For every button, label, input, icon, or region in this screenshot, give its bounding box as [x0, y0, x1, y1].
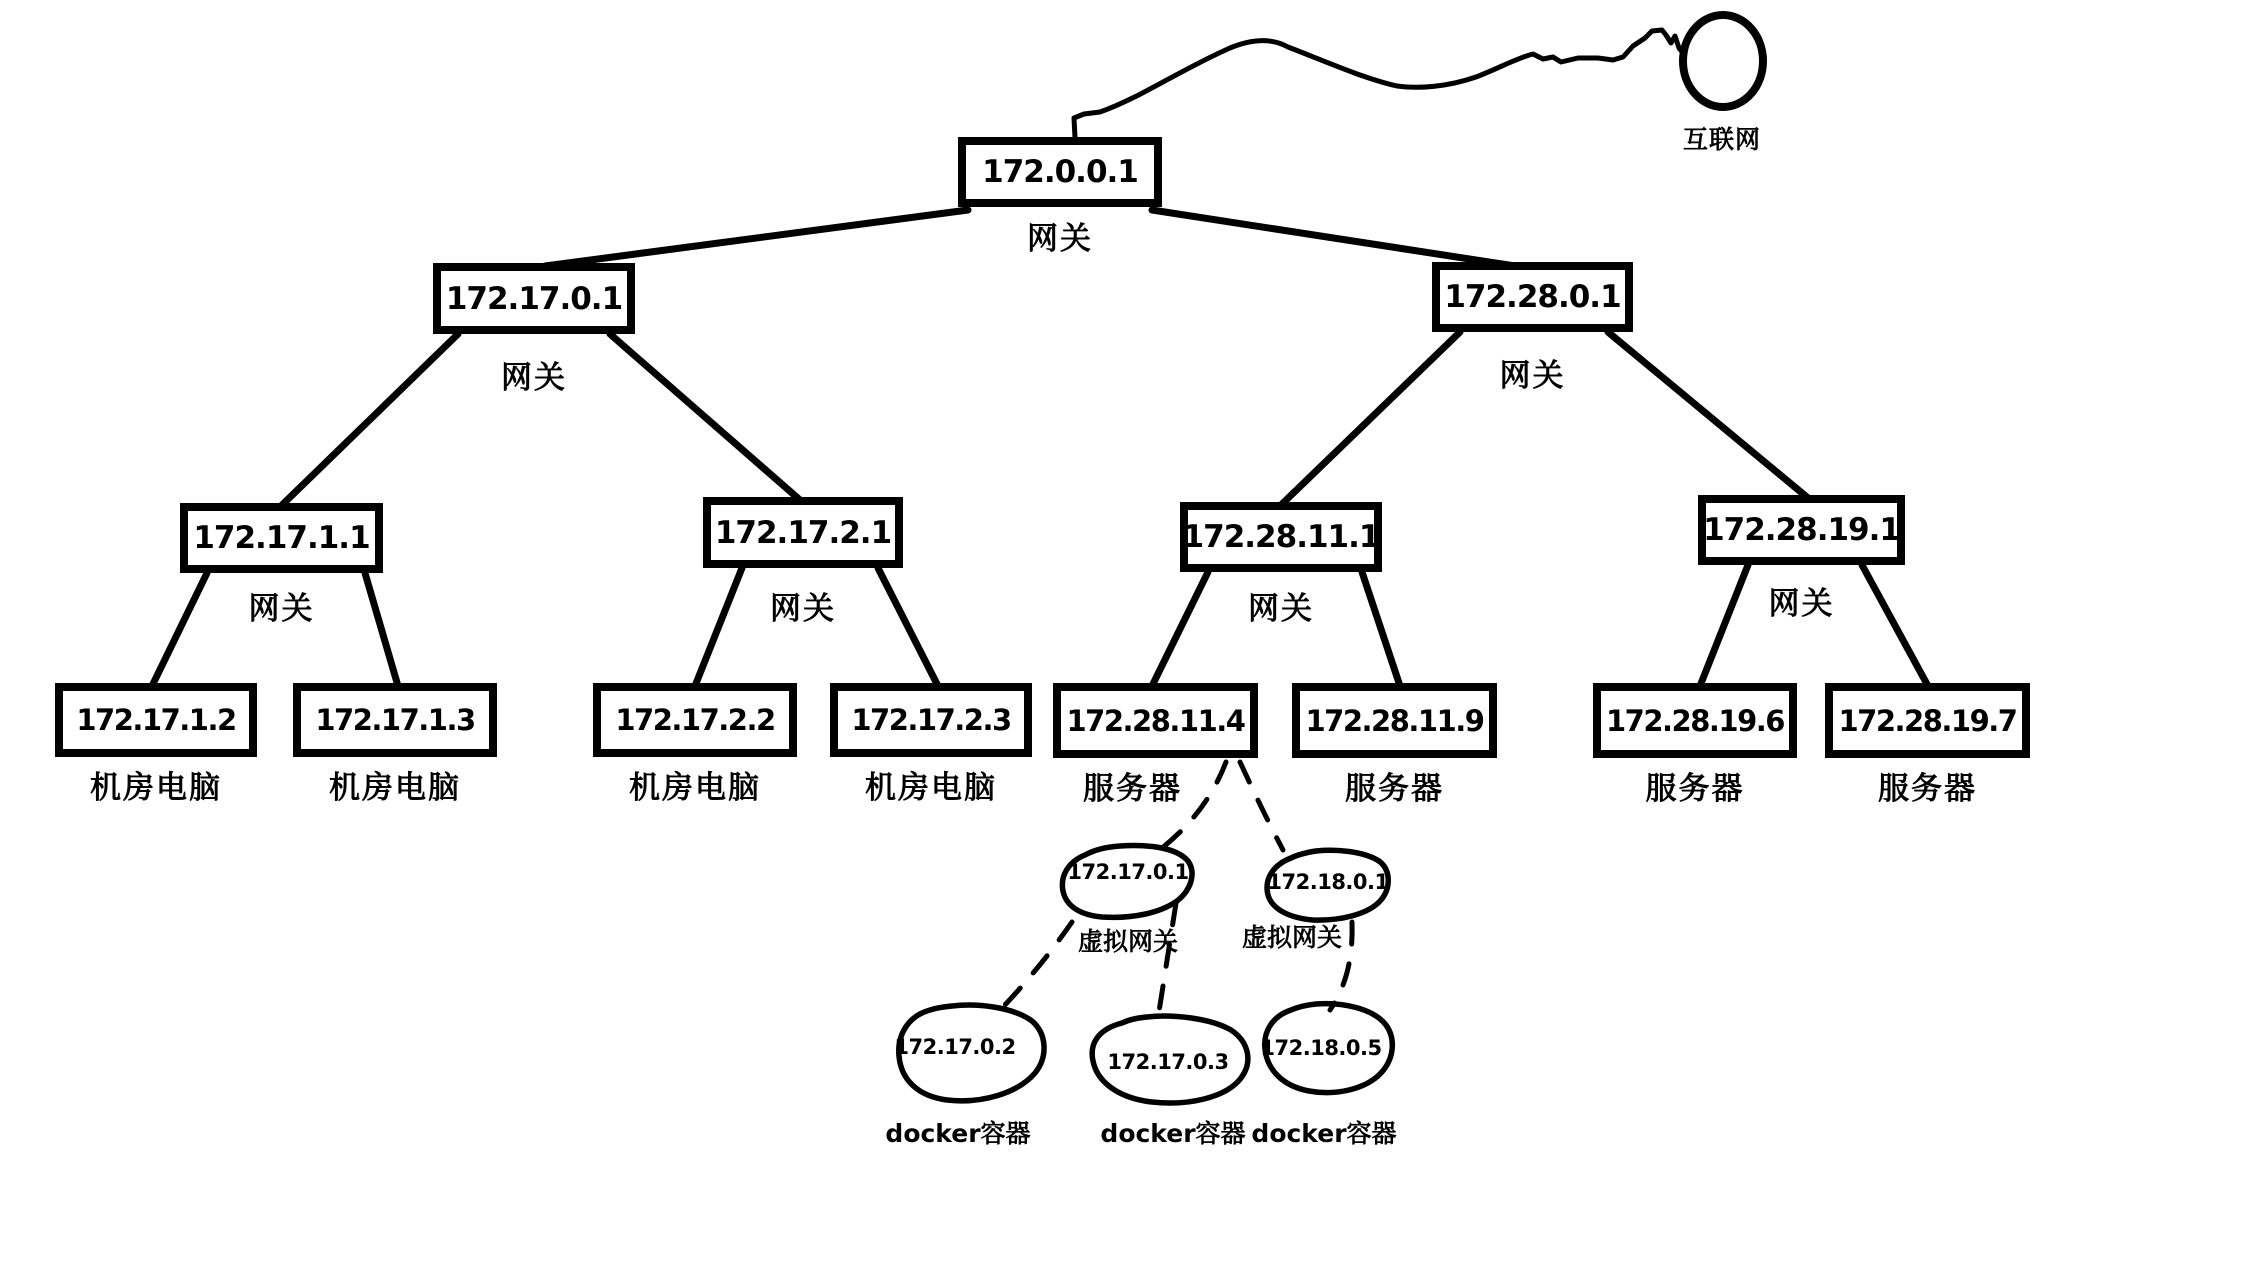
edge-root-to-172-28-0-1 — [1152, 210, 1515, 266]
edge-root-to-172-17-0-1 — [545, 210, 968, 266]
dashed-edge-172-28-11-4-to-vg-172-18-0-1 — [1240, 762, 1283, 850]
server-box-172-28-19-7 — [1825, 683, 2030, 758]
node-role-label: 服务器 — [1083, 771, 1182, 807]
docker-container-label: docker容器 — [1100, 1119, 1246, 1148]
ip-text: 172.17.2.1 — [714, 514, 892, 551]
virtual-gateway-ip: 172.18.0.1 — [1267, 870, 1389, 894]
edge-172-17-0-1-to-172-17-2-1 — [610, 334, 800, 500]
ip-text: 172.17.1.2 — [76, 703, 236, 737]
virtual-gateway-label: 虚拟网关 — [1077, 927, 1178, 956]
server-box-172-28-19-6 — [1593, 683, 1797, 758]
ip-text: 172.28.11.4 — [1066, 703, 1245, 738]
node-role-label: 网关 — [1499, 358, 1566, 394]
internet-label: 互联网 — [1682, 125, 1761, 154]
ip-text: 172.17.0.1 — [445, 280, 623, 317]
node-role-label: 服务器 — [1878, 771, 1977, 807]
gateway-box-172-28-11-1 — [1180, 502, 1382, 572]
edge-172-28-0-1-to-172-28-19-1 — [1608, 332, 1808, 498]
node-role-label: 机房电脑 — [90, 770, 222, 806]
docker-container-ip: 172.18.0.5 — [1260, 1036, 1382, 1060]
docker-container-ip: 172.17.0.3 — [1107, 1050, 1229, 1074]
virtual-gateway-ip: 172.17.0.1 — [1067, 860, 1189, 884]
gateway-box-172-17-2-1 — [703, 497, 903, 568]
ip-text: 172.17.1.3 — [315, 703, 475, 737]
node-role-label: 网关 — [1027, 221, 1093, 257]
node-role-label: 服务器 — [1345, 771, 1444, 807]
edge-172-17-0-1-to-172-17-1-1 — [282, 334, 458, 505]
ip-text: 172.28.11.9 — [1305, 703, 1484, 738]
node-role-label: 网关 — [1768, 586, 1835, 622]
ip-text: 172.28.19.7 — [1838, 703, 2017, 738]
docker-container-label: docker容器 — [885, 1119, 1031, 1148]
gateway-box-172-17-0-1 — [433, 263, 635, 334]
node-role-label: 机房电脑 — [629, 770, 761, 806]
ip-text: 172.17.1.1 — [193, 520, 370, 556]
ip-text: 172.28.19.1 — [1703, 512, 1900, 548]
docker-container-ip: 172.17.0.2 — [894, 1035, 1016, 1059]
node-role-label: 网关 — [501, 360, 567, 396]
computer-box-172-17-2-2 — [593, 683, 797, 757]
computer-box-172-17-1-2 — [55, 683, 257, 757]
computer-box-172-17-2-3 — [830, 683, 1032, 757]
edge-root-to-internet-squiggle — [1074, 30, 1684, 138]
ip-text: 172.28.19.6 — [1606, 703, 1784, 738]
ip-text: 172.17.2.3 — [851, 703, 1011, 737]
server-box-172-28-11-4 — [1053, 683, 1258, 758]
ip-text: 172.0.0.1 — [982, 154, 1138, 190]
node-role-label: 网关 — [1248, 591, 1314, 627]
node-role-label: 网关 — [248, 591, 315, 627]
dashed-edge-vg-172-17-0-1-to-docker-172-17-0-3 — [1158, 903, 1176, 1018]
gateway-box-172-0-0-1 — [958, 137, 1162, 207]
node-role-label: 网关 — [770, 591, 836, 627]
ip-text: 172.17.2.2 — [615, 703, 775, 737]
docker-container-label: docker容器 — [1251, 1119, 1397, 1148]
computer-box-172-17-1-3 — [293, 683, 497, 757]
server-box-172-28-11-9 — [1292, 683, 1497, 758]
gateway-box-172-17-1-1 — [180, 503, 383, 573]
node-role-label: 机房电脑 — [329, 770, 461, 806]
node-role-label: 机房电脑 — [865, 770, 997, 806]
virtual-gateway-label: 虚拟网关 — [1241, 923, 1342, 952]
ip-text: 172.28.11.1 — [1182, 519, 1380, 555]
node-role-label: 服务器 — [1645, 771, 1745, 807]
internet-circle — [1683, 15, 1763, 107]
gateway-box-172-28-0-1 — [1432, 262, 1633, 332]
ip-text: 172.28.0.1 — [1444, 279, 1621, 315]
gateway-box-172-28-19-1 — [1698, 495, 1905, 565]
